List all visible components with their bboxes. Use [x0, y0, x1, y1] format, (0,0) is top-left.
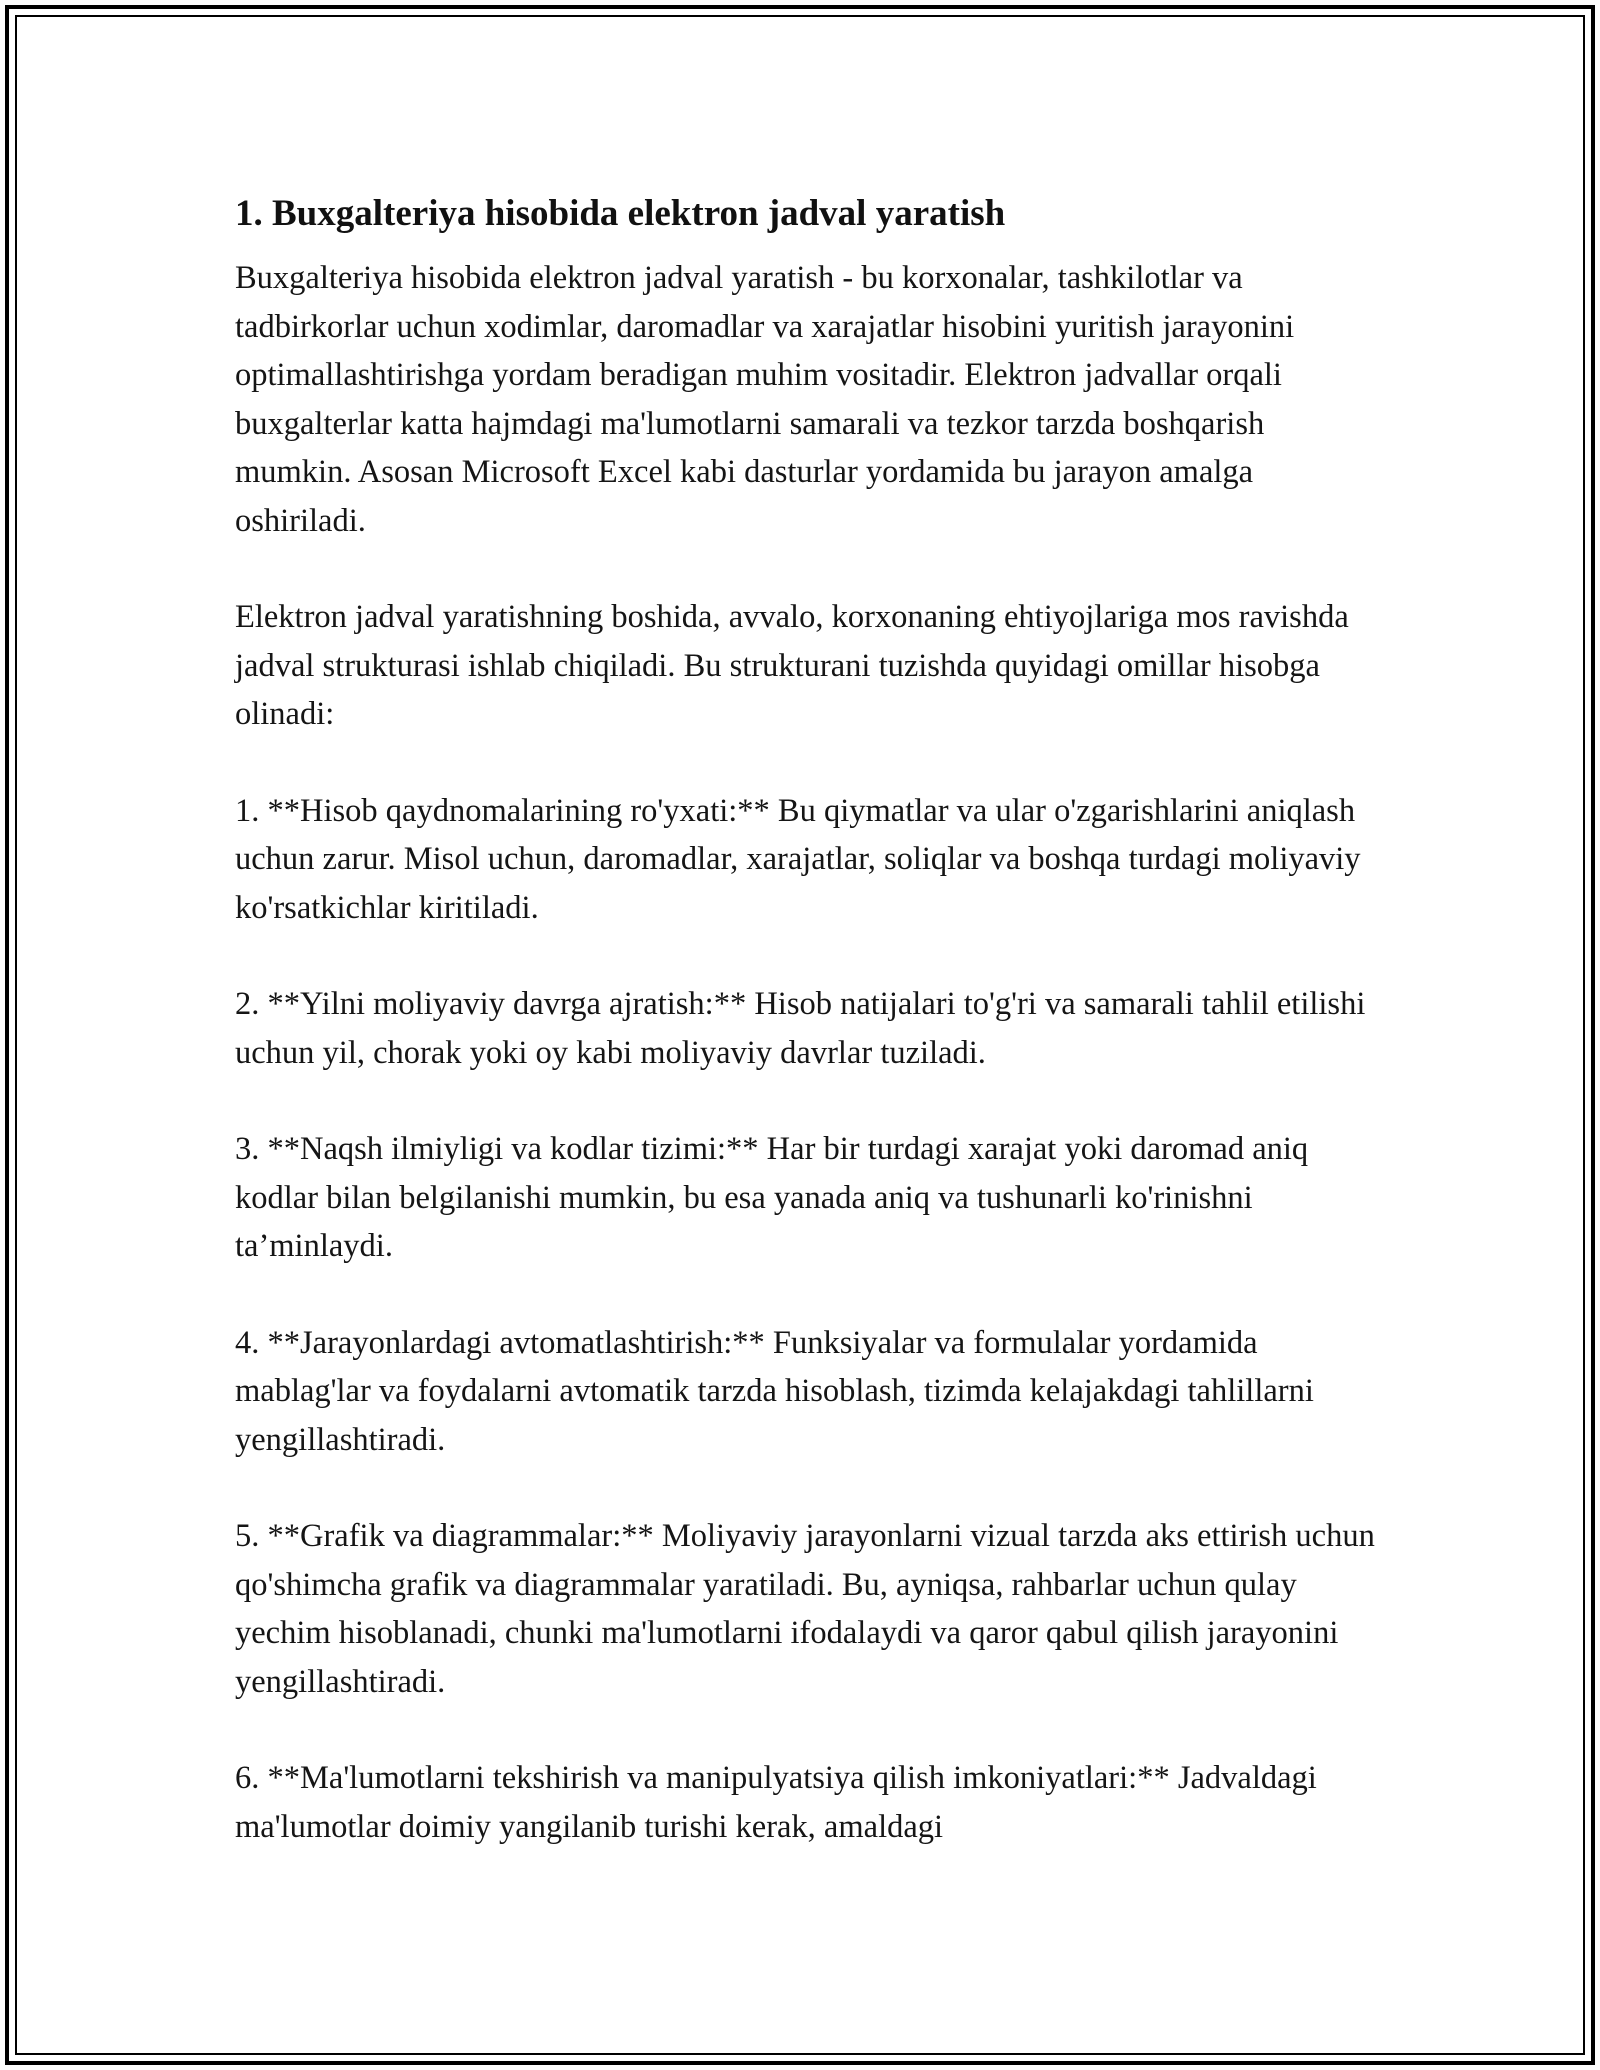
list-item-5: 5. **Grafik va diagrammalar:** Moliyaviy jarayonlarni vizual tarzda aks ettirish uchun qo'shimcha grafik va diagrammalar yaratiladi. Bu, ayniqsa, rahbarlar uchun qulay yechim hisoblanadi, chunki ma'lumotlarni ifodalaydi va qaror qabul qilish jarayonini yengillashtiradi. [235, 1518, 1375, 1700]
document-title: 1. Buxgalteriya hisobida elektron jadval yaratish [235, 193, 1006, 234]
list-item-3: 3. **Naqsh ilmiyligi va kodlar tizimi:** Har bir turdagi xarajat yoki daromad aniq kodlar bilan belgilanishi mumkin, bu esa yanada aniq va tushunarli ko'rinishni ta’minlaydi. [235, 1131, 1309, 1264]
paragraph-structure: Elektron jadval yaratishning boshida, avvalo, korxonaning ehtiyojlariga mos ravishda jadval strukturasi ishlab chiqiladi. Bu strukturani tuzishda quyidagi omillar hisobga olinadi: [235, 599, 1349, 732]
list-item-6: 6. **Ma'lumotlarni tekshirish va manipulyatsiya qilish imkoniyatlari:** Jadvaldagi ma'lumotlar doimiy yangilanib turishi kerak, amaldagi [235, 1760, 1317, 1845]
list-item-1: 1. **Hisob qaydnomalarining ro'yxati:** Bu qiymatlar va ular o'zgarishlarini aniqlash uchun zarur. Misol uchun, daromadlar, xarajatlar, soliqlar va boshqa turdagi moliyaviy ko'rsatkichlar kiritiladi. [235, 792, 1361, 926]
document-body [235, 188, 1375, 1899]
list-item-4: 4. **Jarayonlardagi avtomatlashtirish:** Funksiyalar va formulalar yordamida mablag'lar va foydalarni avtomatik tarzda hisoblash, tizimda kelajakdagi tahlillarni yengillashtiradi. [235, 1324, 1314, 1458]
list-item-2: 2. **Yilni moliyaviy davrga ajratish:** Hisob natijalari to'g'ri va samarali tahlil etilishi uchun yil, chorak yoki oy kabi moliyaviy davrlar tuziladi. [235, 986, 1366, 1071]
paragraph-intro: Buxgalteriya hisobida elektron jadval yaratish - bu korxonalar, tashkilotlar va tadbirkorlar uchun xodimlar, daromadlar va xarajatlar hisobini yuritish jarayonini optimallashtirishga yordam beradigan muhim vositadir. Elektron jadvallar orqali buxgalterlar katta hajmdagi ma'lumotlarni samarali va tezkor tarzda boshqarish mumkin. Asosan Microsoft Excel kabi dasturlar yordamida bu jarayon amalga oshiriladi. [235, 260, 1295, 539]
